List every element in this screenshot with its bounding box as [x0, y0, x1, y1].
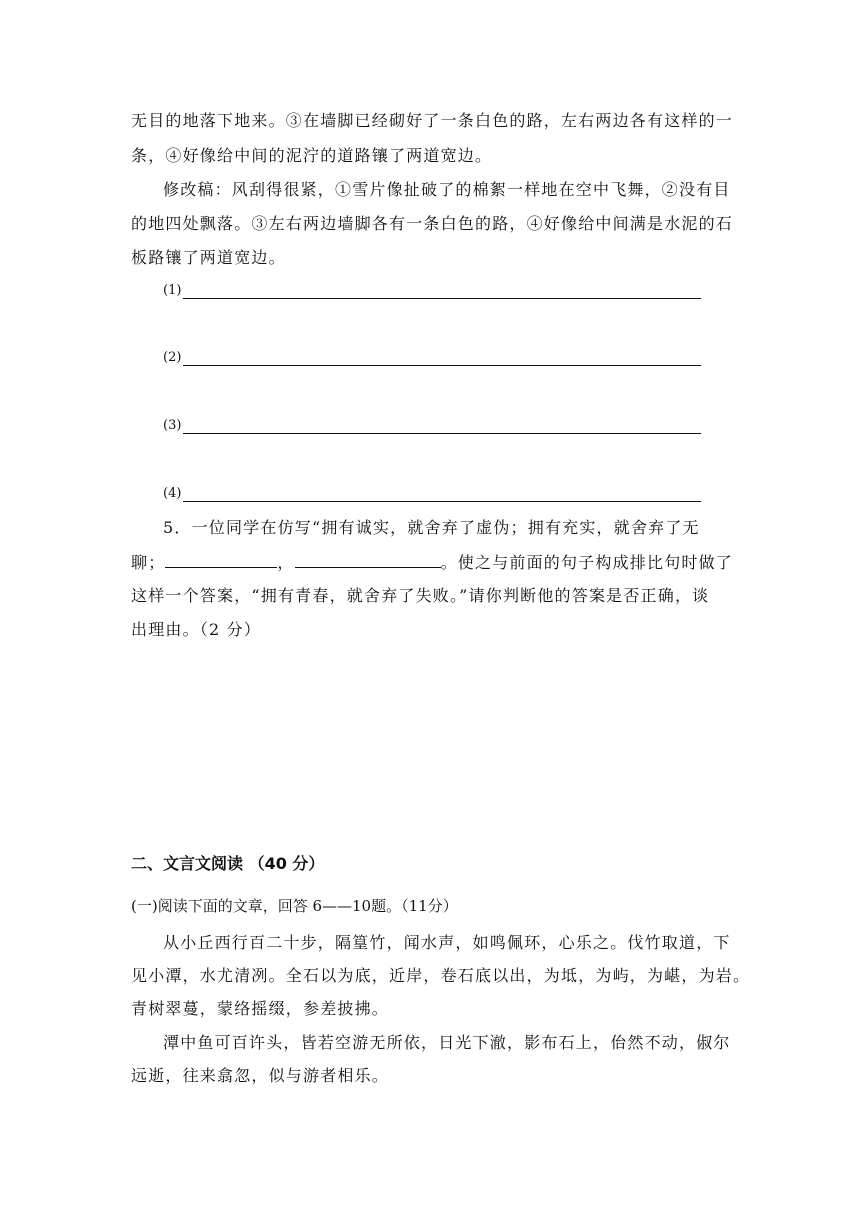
- passage-original-line-2: 条，④好像给中间的泥泞的道路镶了两道宽边。: [131, 146, 493, 165]
- question5-line-2: [131, 552, 734, 573]
- classical-p1-line-1: 从小丘西行百二十步，隔篁竹，闻水声，如鸣佩环，心乐之。伐竹取道，下: [163, 933, 731, 952]
- classical-p2-line-2: 远逝，往来翕忽，似与游者相乐。: [131, 1066, 390, 1085]
- fill-blank-2[interactable]: [295, 552, 441, 568]
- answer-line-4[interactable]: [163, 486, 701, 502]
- question5-suffix: 。使之与前面的句子构成排比句时做了: [440, 553, 734, 572]
- passage-revised-line-1: 修改稿：风刮得很紧，①雪片像扯破了的棉絮一样地在空中飞舞，②没有目: [163, 180, 731, 199]
- answer-line-3[interactable]: [163, 418, 701, 434]
- question5-line-1: 5．一位同学在仿写“拥有诚实，就舍弃了虚伪；拥有充实，就舍弃了无: [163, 518, 700, 537]
- answer-rule-2[interactable]: [183, 353, 701, 366]
- answer-rule-4[interactable]: [183, 489, 701, 502]
- answer-number-4: (4): [163, 486, 182, 501]
- answer-number-3: (3): [163, 418, 182, 433]
- passage-original-line-1: 无目的地落下地来。③在墙脚已经砌好了一条白色的路，左右两边各有这样的一: [131, 111, 734, 130]
- answer-line-2[interactable]: [163, 350, 701, 366]
- question5-separator: ，: [277, 553, 295, 572]
- answer-number-2: (2): [163, 350, 182, 365]
- answer-rule-3[interactable]: [183, 421, 701, 434]
- answer-number-1: (1): [163, 283, 182, 298]
- question5-line-3: 这样一个答案，“拥有青春，就舍弃了失败。”请你判断他的答案是否正确，谈: [131, 586, 710, 605]
- section-heading: 二、文言文阅读 （40 分）: [131, 854, 325, 873]
- answer-line-1[interactable]: [163, 283, 701, 299]
- passage-revised-line-3: 板路镶了两道宽边。: [131, 248, 286, 267]
- question5-line-4: 出理由。（2 分）: [131, 620, 262, 639]
- section-instruction: (一)阅读下面的文章，回答 6——10题。（11分）: [131, 897, 458, 915]
- passage-revised-line-2: 的地四处飘落。③左右两边墙脚各有一条白色的路，④好像给中间满是水泥的石: [131, 214, 734, 233]
- classical-p1-line-2: 见小潭，水尤清冽。全石以为底，近岸，卷石底以出，为坻，为屿，为嵁，为岩。: [131, 966, 751, 985]
- fill-blank-1[interactable]: [165, 552, 277, 568]
- question5-prefix: 聊；: [131, 553, 166, 572]
- classical-p2-line-1: 潭中鱼可百许头，皆若空游无所依，日光下澈，影布石上，佁然不动，俶尔: [163, 1033, 731, 1052]
- classical-p1-line-3: 青树翠蔓，蒙络摇缀，参差披拂。: [131, 999, 390, 1018]
- answer-rule-1[interactable]: [183, 286, 701, 299]
